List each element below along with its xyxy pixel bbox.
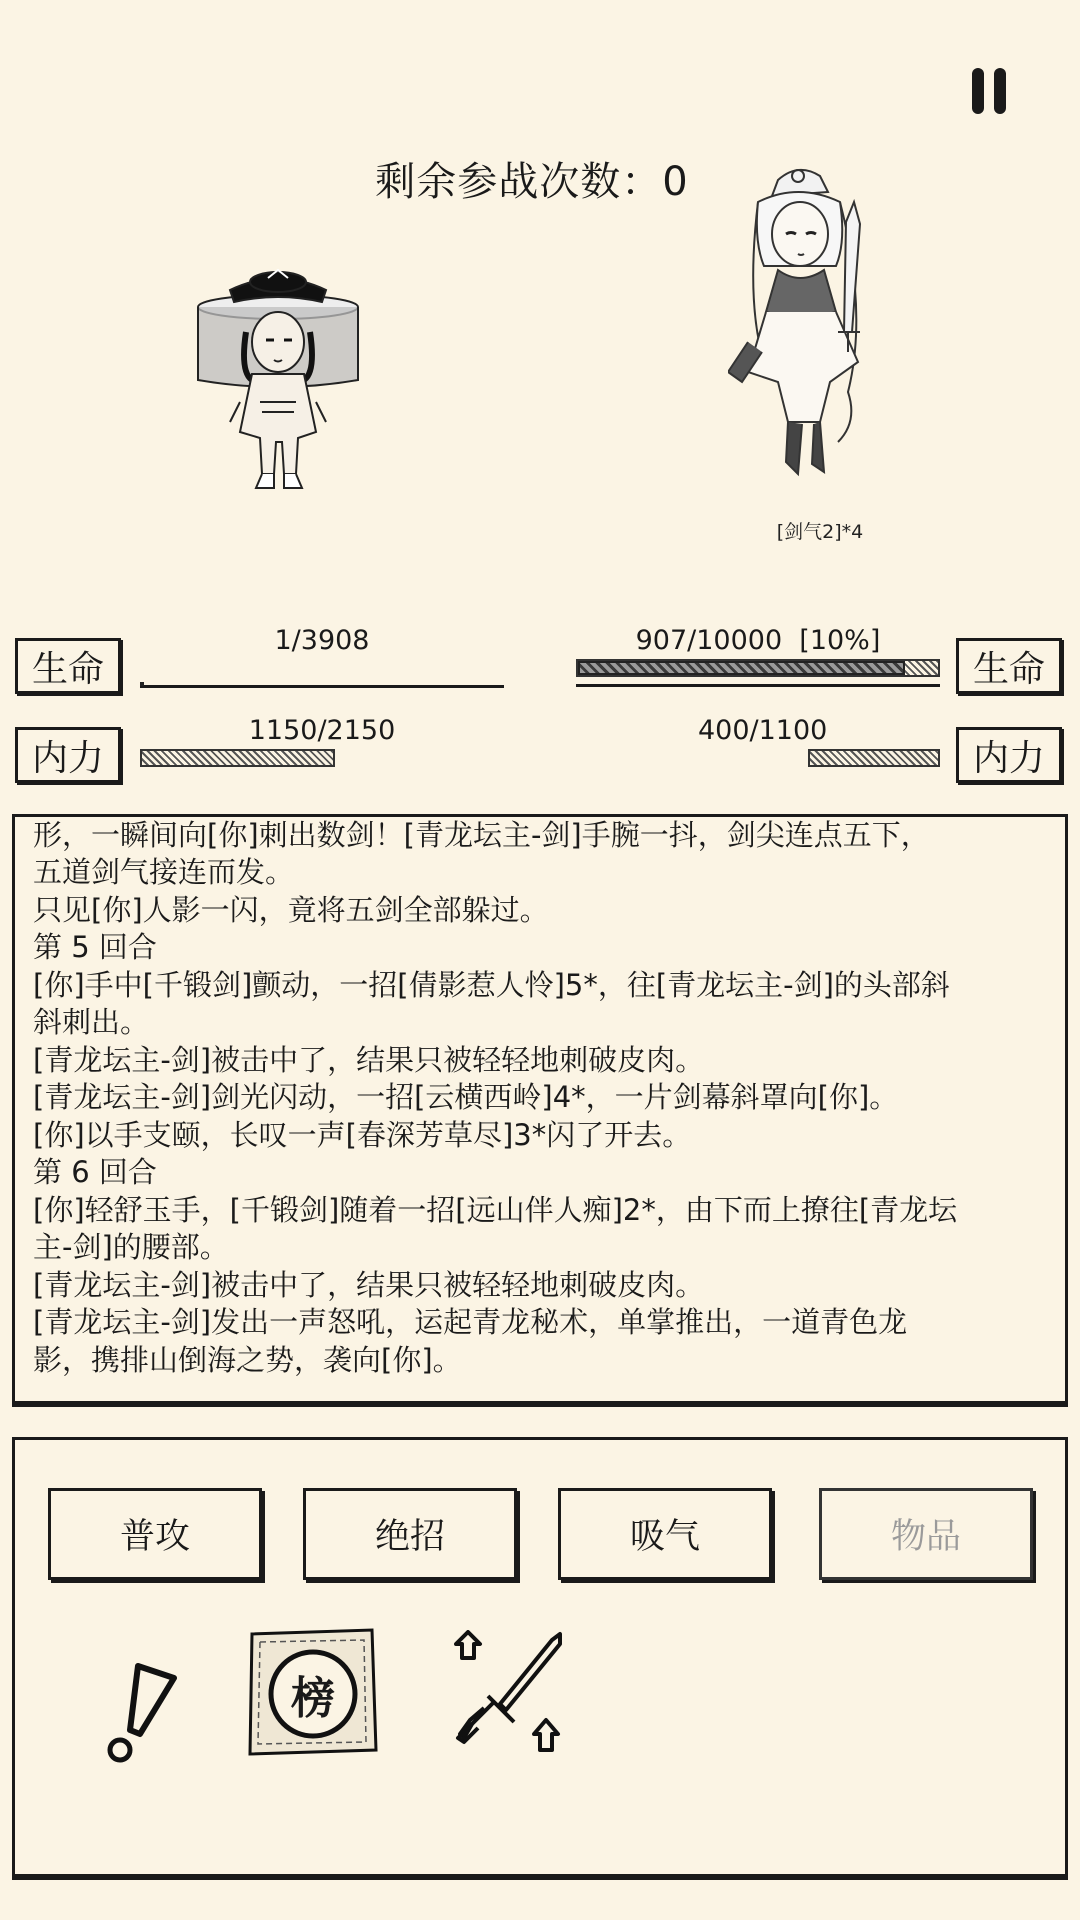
log-line: 只见[你]人影一闪，竟将五剑全部躲过。: [33, 892, 549, 927]
player-hp-text: 1/3908: [274, 625, 370, 656]
enemy-hp-underline: [576, 684, 940, 687]
log-line: [你]以手支颐，长叹一声[春深芳草尽]3*闪了开去。: [33, 1117, 692, 1152]
alert-icon[interactable]: [98, 1658, 180, 1764]
pause-button[interactable]: [968, 68, 1012, 116]
attack-button[interactable]: 普攻: [48, 1488, 262, 1580]
log-line: 影，携排山倒海之势，袭向[你]。: [33, 1342, 462, 1377]
remaining-attempts-count: 0: [662, 159, 689, 205]
enemy-mp-bar-fill: [808, 749, 940, 767]
enemy-portrait: [728, 162, 878, 492]
log-line: 斜刺出。: [33, 1005, 150, 1039]
player-mp-bar: [140, 749, 504, 767]
player-mp-bar-fill: [140, 749, 335, 767]
enemy-hp-text: 907/10000 [10%]: [635, 625, 881, 656]
log-line: [你]轻舒玉手，[千锻剑]随着一招[远山伴人痴]2*，由下而上撩往[青龙坛: [33, 1192, 958, 1227]
battle-log: [33, 817, 1047, 1380]
enemy-buff-status: [剑气2]*4: [776, 521, 864, 543]
items-button[interactable]: 物品: [819, 1488, 1033, 1580]
enemy-hp-bar: [576, 659, 940, 677]
breathe-button[interactable]: 吸气: [558, 1488, 772, 1580]
remaining-attempts-label: 剩余参战次数：: [375, 159, 663, 205]
log-line: 主-剑]的腰部。: [33, 1230, 229, 1264]
pause-icon: [972, 68, 984, 114]
log-line: [青龙坛主-剑]被击中了，结果只被轻轻地刺破皮肉。: [33, 1042, 705, 1077]
remaining-attempts: [0, 150, 1080, 207]
ranking-button[interactable]: [246, 1628, 380, 1758]
log-line: 第 5 回合: [33, 930, 157, 964]
sword-upgrade-icon[interactable]: [448, 1630, 574, 1762]
enemy-mp-bar: [576, 749, 940, 767]
log-line: [青龙坛主-剑]被击中了，结果只被轻轻地刺破皮肉。: [33, 1267, 705, 1302]
player-portrait: [190, 262, 365, 494]
player-hp-bar: [140, 682, 504, 688]
battle-log-panel[interactable]: [12, 814, 1068, 1404]
log-line: 五道剑气接连而发。: [33, 855, 295, 889]
player-mp-label: 内力: [15, 727, 121, 783]
log-line: 形，一瞬间向[你]刺出数剑！[青龙坛主-剑]手腕一抖，剑尖连点五下，: [33, 817, 930, 852]
enemy-hp-bar-fill: [578, 661, 905, 675]
enemy-mp-label: 内力: [956, 727, 1062, 783]
player-hp-label: 生命: [15, 638, 121, 694]
player-hp-bar-fill: [140, 682, 144, 686]
log-line: [青龙坛主-剑]发出一声怒吼，运起青龙秘术，单掌推出，一道青色龙: [33, 1305, 908, 1339]
log-line: [青龙坛主-剑]剑光闪动，一招[云横西岭]4*，一片剑幕斜罩向[你]。: [33, 1080, 899, 1114]
ultimate-button[interactable]: 绝招: [303, 1488, 517, 1580]
log-line: 第 6 回合: [33, 1155, 157, 1189]
enemy-hp-label: 生命: [956, 638, 1062, 694]
enemy-mp-text: 400/1100: [698, 715, 828, 746]
ranking-char: 榜: [291, 1673, 335, 1724]
player-mp-text: 1150/2150: [248, 715, 396, 746]
log-line: [你]手中[千锻剑]颤动，一招[倩影惹人怜]5*，往[青龙坛主-剑]的头部斜: [33, 967, 950, 1002]
